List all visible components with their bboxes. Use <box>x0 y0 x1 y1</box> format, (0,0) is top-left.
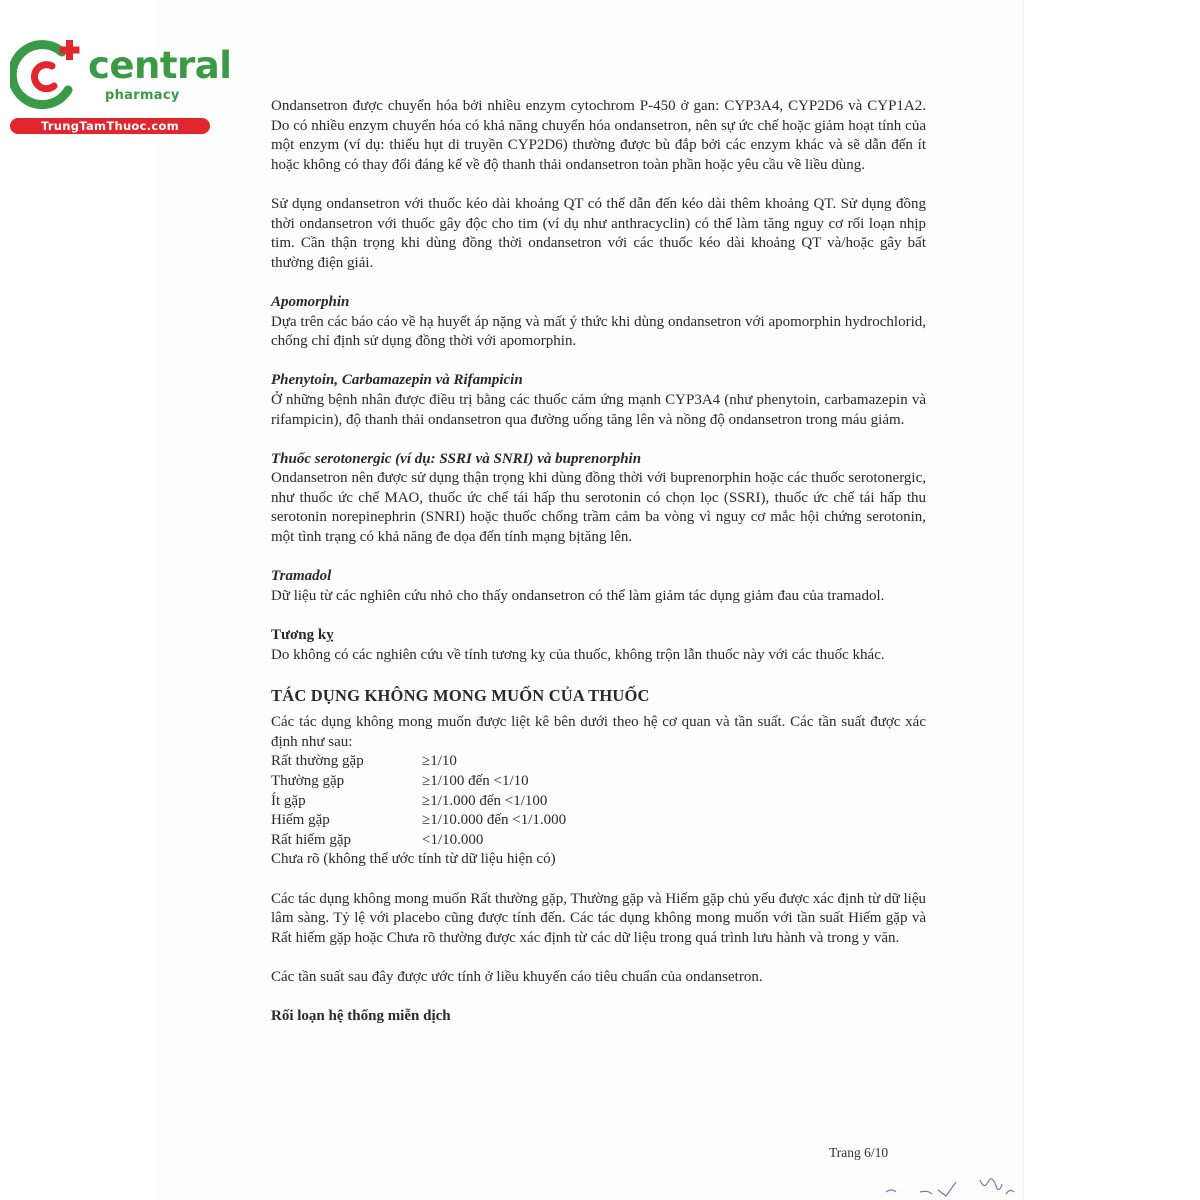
frequency-value: ≥1/1.000 đến <1/100 <box>422 792 548 809</box>
frequency-value: ≥1/100 đến <1/10 <box>422 773 529 789</box>
frequency-value: ≥1/10 <box>422 753 457 770</box>
table-row <box>271 752 566 772</box>
frequency-label: Thường gặp <box>271 773 345 789</box>
table-row <box>271 831 566 851</box>
paragraph-serotonergic: Ondansetron nên được sử dụng thận trọng khi dùng đồng thời với buprenorphin hoặc các thuốc serotonergic, như thuốc ức chế MAO, thuốc ức chế tái hấp thu serotonin có chọn lọc (SSRI), thuốc ức chế tái hấp thu serotonin norepinephrin (SNRI) hoặc thuốc chống trầm cảm ba vòng vì nguy cơ mắc hội chứng serotonin, một tình trạng có khả năng đe dọa đến tính mạng bịtăng lên. <box>271 470 926 546</box>
paragraph-frequency-estimate: Các tần suất sau đây được ước tính ở liều khuyến cáo tiêu chuẩn của ondansetron. <box>271 968 763 985</box>
subheading-immune-disorders: Rối loạn hệ thống miễn dịch <box>271 1008 451 1025</box>
logo-url-badge[interactable]: TrungTamThuoc.com <box>10 118 210 134</box>
paragraph-frequency-intro: Các tác dụng không mong muốn được liệt kê bên dưới theo hệ cơ quan và tần suất. Các tần suất được xác định như sau: <box>271 714 926 750</box>
subheading-tuong-ky: Tương kỵ <box>271 627 334 644</box>
paragraph-tuong-ky: Do không có các nghiên cứu về tính tương kỵ của thuốc, không trộn lẫn thuốc này với các thuốc khác. <box>271 646 885 663</box>
section-heading-adverse-effects: TÁC DỤNG KHÔNG MONG MUỐN CỦA THUỐC <box>271 686 650 706</box>
subheading-apomorphin: Apomorphin <box>271 293 350 310</box>
frequency-unknown: Chưa rõ (không thể ước tính từ dữ liệu hiện có) <box>271 851 556 868</box>
frequency-value: ≥1/10.000 đến <1/1.000 <box>422 812 567 829</box>
table-row <box>271 811 566 831</box>
logo-mark-icon <box>10 38 90 114</box>
table-row <box>271 792 566 812</box>
paragraph-qt-interval: Sử dụng ondansetron với thuốc kéo dài khoảng QT có thể dẫn đến kéo dài thêm khoảng QT. Sử dụng đồng thời ondansetron với thuốc gây độc cho tim (ví dụ như anthracyclin) có thể làm tăng nguy cơ rối loạn nhịp tim. Cần thận trọng khi dùng đồng thời ondansetron với các thuốc kéo dài khoảng QT và/hoặc gây bất thường điện giải. <box>271 195 926 271</box>
document-body <box>271 97 926 1027</box>
subheading-tramadol: Tramadol <box>271 568 332 585</box>
frequency-value: <1/10.000 <box>422 831 484 848</box>
subheading-serotonergic: Thuốc serotonergic (ví dụ: SSRI và SNRI) và buprenorphin <box>271 450 642 467</box>
logo-name: central <box>88 44 232 87</box>
paragraph-apomorphin: Dựa trên các báo cáo về hạ huyết áp nặng và mất ý thức khi dùng ondansetron với apomorphin hydrochlorid, chống chỉ định sử dụng đồng thời với apomorphin. <box>271 313 926 350</box>
paragraph-metabolism: Ondansetron được chuyển hóa bởi nhiều enzym cytochrom P-450 ở gan: CYP3A4, CYP2D6 và CYP1A2. Do có nhiều enzym chuyển hóa có khả năng chuyển hóa ondansetron, nên sự ức chế hoặc giảm hoạt tính của một enzym (ví dụ: thiếu hụt di truyền CYP2D6) thường được bù đắp bởi các enzym khác và sẽ dẫn đến ít hoặc không có thay đổi đáng kể về độ thanh thải ondansetron toàn phần hoặc yêu cầu về liều dùng. <box>271 98 926 173</box>
paragraph-phenytoin: Ở những bệnh nhân được điều trị bằng các thuốc cảm ứng mạnh CYP3A4 (như phenytoin, carbamazepin và rifampicin), độ thanh thải ondansetron qua đường uống tăng lên và nồng độ ondansetron trong máu giảm. <box>271 391 926 428</box>
frequency-label: Rất thường gặp <box>271 753 364 770</box>
subheading-phenytoin: Phenytoin, Carbamazepin và Rifampicin <box>271 372 523 389</box>
handwritten-initials <box>880 1170 1020 1200</box>
frequency-label: Rất hiếm gặp <box>271 831 351 848</box>
table-row <box>271 772 566 792</box>
central-pharmacy-logo[interactable] <box>10 38 232 138</box>
page-number: Trang 6/10 <box>829 1145 889 1160</box>
frequency-label: Ít gặp <box>271 792 306 809</box>
paragraph-tramadol: Dữ liệu từ các nghiên cứu nhỏ cho thấy ondansetron có thể làm giảm tác dụng giảm đau của tramadol. <box>271 587 885 604</box>
frequency-table <box>271 752 566 850</box>
logo-subtitle: pharmacy <box>105 88 180 103</box>
paragraph-clinical-data: Các tác dụng không mong muốn Rất thường gặp, Thường gặp và Hiếm gặp chủ yếu được xác định từ dữ liệu lâm sàng. Tỷ lệ với placebo cũng được tính đến. Các tác dụng không mong muốn với tần suất Hiếm gặp và Rất hiếm gặp hoặc Chưa rõ thường được xác định từ các dữ liệu trong quá trình lưu hành và trong y văn. <box>271 890 926 946</box>
frequency-label: Hiếm gặp <box>271 812 330 829</box>
